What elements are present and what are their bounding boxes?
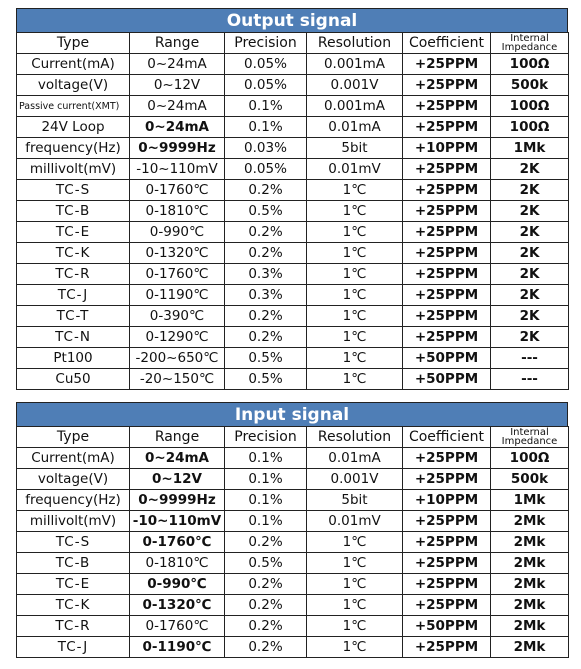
cell-range: 0-1810℃ bbox=[130, 553, 225, 574]
input-signal-table bbox=[16, 426, 569, 658]
cell-type: TC-T bbox=[17, 306, 130, 327]
cell-resolution: 1℃ bbox=[307, 348, 403, 369]
output-signal-title: Output signal bbox=[16, 8, 568, 32]
cell-impedance: 2Mk bbox=[491, 553, 569, 574]
header-coefficient: Coefficient bbox=[403, 427, 491, 448]
cell-precision: 0.2% bbox=[225, 532, 307, 553]
table-row bbox=[17, 469, 569, 490]
cell-impedance: 2K bbox=[491, 306, 569, 327]
cell-resolution: 0.001V bbox=[307, 469, 403, 490]
cell-type: TC-K bbox=[17, 243, 130, 264]
cell-resolution: 0.01mV bbox=[307, 159, 403, 180]
cell-coefficient: +25PPM bbox=[403, 511, 491, 532]
header-row bbox=[17, 427, 569, 448]
table-row bbox=[17, 159, 569, 180]
output-signal-panel bbox=[16, 8, 568, 390]
cell-coefficient: +25PPM bbox=[403, 285, 491, 306]
cell-resolution: 1℃ bbox=[307, 264, 403, 285]
cell-resolution: 1℃ bbox=[307, 616, 403, 637]
cell-impedance: --- bbox=[491, 369, 569, 390]
cell-type: voltage(V) bbox=[17, 75, 130, 96]
header-range: Range bbox=[130, 33, 225, 54]
table-row bbox=[17, 369, 569, 390]
cell-type: TC-S bbox=[17, 180, 130, 201]
cell-precision: 0.2% bbox=[225, 616, 307, 637]
cell-coefficient: +25PPM bbox=[403, 448, 491, 469]
cell-precision: 0.1% bbox=[225, 469, 307, 490]
cell-range: 0~9999Hz bbox=[130, 138, 225, 159]
header-resolution: Resolution bbox=[307, 33, 403, 54]
cell-coefficient: +10PPM bbox=[403, 138, 491, 159]
cell-resolution: 1℃ bbox=[307, 306, 403, 327]
header-row bbox=[17, 33, 569, 54]
table-row bbox=[17, 138, 569, 159]
cell-range: 0-1320℃ bbox=[130, 595, 225, 616]
cell-type: TC-B bbox=[17, 201, 130, 222]
cell-range: 0~12V bbox=[130, 469, 225, 490]
cell-coefficient: +25PPM bbox=[403, 159, 491, 180]
cell-type: TC-B bbox=[17, 553, 130, 574]
table-row bbox=[17, 511, 569, 532]
cell-type: Current(mA) bbox=[17, 448, 130, 469]
cell-precision: 0.3% bbox=[225, 285, 307, 306]
cell-impedance: 1Mk bbox=[491, 490, 569, 511]
cell-impedance: 2K bbox=[491, 264, 569, 285]
cell-resolution: 0.01mV bbox=[307, 511, 403, 532]
cell-coefficient: +25PPM bbox=[403, 574, 491, 595]
cell-type: TC-K bbox=[17, 595, 130, 616]
cell-range: 0-1810℃ bbox=[130, 201, 225, 222]
cell-type: Current(mA) bbox=[17, 54, 130, 75]
cell-coefficient: +25PPM bbox=[403, 327, 491, 348]
cell-precision: 0.2% bbox=[225, 222, 307, 243]
table-row bbox=[17, 285, 569, 306]
cell-resolution: 5bit bbox=[307, 138, 403, 159]
cell-resolution: 1℃ bbox=[307, 327, 403, 348]
table-row bbox=[17, 96, 569, 117]
table-row bbox=[17, 54, 569, 75]
header-type: Type bbox=[17, 33, 130, 54]
cell-impedance: --- bbox=[491, 348, 569, 369]
cell-coefficient: +10PPM bbox=[403, 490, 491, 511]
cell-coefficient: +50PPM bbox=[403, 369, 491, 390]
cell-coefficient: +25PPM bbox=[403, 469, 491, 490]
cell-precision: 0.5% bbox=[225, 348, 307, 369]
cell-type: frequency(Hz) bbox=[17, 138, 130, 159]
cell-precision: 0.2% bbox=[225, 243, 307, 264]
cell-type: Cu50 bbox=[17, 369, 130, 390]
cell-resolution: 1℃ bbox=[307, 285, 403, 306]
cell-type: TC-J bbox=[17, 285, 130, 306]
table-row bbox=[17, 553, 569, 574]
table-row bbox=[17, 348, 569, 369]
cell-precision: 0.5% bbox=[225, 553, 307, 574]
input-signal-title: Input signal bbox=[16, 402, 568, 426]
cell-range: 0-1760℃ bbox=[130, 180, 225, 201]
cell-precision: 0.2% bbox=[225, 595, 307, 616]
cell-type: TC-N bbox=[17, 327, 130, 348]
cell-range: 0-990℃ bbox=[130, 574, 225, 595]
cell-range: 0~24mA bbox=[130, 117, 225, 138]
table-row bbox=[17, 637, 569, 658]
cell-impedance: 500k bbox=[491, 75, 569, 96]
cell-precision: 0.05% bbox=[225, 75, 307, 96]
cell-precision: 0.2% bbox=[225, 574, 307, 595]
cell-type: frequency(Hz) bbox=[17, 490, 130, 511]
cell-type: Pt100 bbox=[17, 348, 130, 369]
cell-type: TC-R bbox=[17, 264, 130, 285]
table-row bbox=[17, 595, 569, 616]
cell-coefficient: +50PPM bbox=[403, 348, 491, 369]
cell-impedance: 100Ω bbox=[491, 448, 569, 469]
cell-type: TC-E bbox=[17, 574, 130, 595]
cell-range: -10~110mV bbox=[130, 159, 225, 180]
table-row bbox=[17, 306, 569, 327]
cell-precision: 0.1% bbox=[225, 490, 307, 511]
cell-precision: 0.05% bbox=[225, 159, 307, 180]
cell-resolution: 1℃ bbox=[307, 180, 403, 201]
cell-impedance: 1Mk bbox=[491, 138, 569, 159]
cell-impedance: 2K bbox=[491, 201, 569, 222]
cell-coefficient: +25PPM bbox=[403, 306, 491, 327]
table-row bbox=[17, 448, 569, 469]
cell-resolution: 1℃ bbox=[307, 243, 403, 264]
cell-coefficient: +25PPM bbox=[403, 75, 491, 96]
table-row bbox=[17, 117, 569, 138]
cell-precision: 0.2% bbox=[225, 327, 307, 348]
cell-resolution: 1℃ bbox=[307, 637, 403, 658]
cell-coefficient: +25PPM bbox=[403, 637, 491, 658]
cell-resolution: 1℃ bbox=[307, 574, 403, 595]
cell-resolution: 0.001V bbox=[307, 75, 403, 96]
header-resolution: Resolution bbox=[307, 427, 403, 448]
cell-impedance: 100Ω bbox=[491, 54, 569, 75]
cell-precision: 0.2% bbox=[225, 306, 307, 327]
cell-range: 0-1190℃ bbox=[130, 637, 225, 658]
cell-range: -20~150℃ bbox=[130, 369, 225, 390]
table-row bbox=[17, 75, 569, 96]
cell-precision: 0.1% bbox=[225, 96, 307, 117]
cell-range: 0-1190℃ bbox=[130, 285, 225, 306]
output-signal-table bbox=[16, 32, 569, 390]
cell-coefficient: +25PPM bbox=[403, 532, 491, 553]
cell-impedance: 2K bbox=[491, 327, 569, 348]
cell-type: voltage(V) bbox=[17, 469, 130, 490]
cell-type: TC-R bbox=[17, 616, 130, 637]
cell-range: 0~24mA bbox=[130, 448, 225, 469]
cell-range: 0-1760℃ bbox=[130, 616, 225, 637]
table-row bbox=[17, 490, 569, 511]
cell-type: millivolt(mV) bbox=[17, 511, 130, 532]
cell-range: -10~110mV bbox=[130, 511, 225, 532]
header-precision: Precision bbox=[225, 33, 307, 54]
cell-coefficient: +25PPM bbox=[403, 264, 491, 285]
cell-precision: 0.1% bbox=[225, 448, 307, 469]
cell-precision: 0.05% bbox=[225, 54, 307, 75]
cell-type: TC-S bbox=[17, 532, 130, 553]
header-coefficient: Coefficient bbox=[403, 33, 491, 54]
cell-type: millivolt(mV) bbox=[17, 159, 130, 180]
cell-range: 0~24mA bbox=[130, 54, 225, 75]
cell-impedance: 2K bbox=[491, 159, 569, 180]
cell-resolution: 1℃ bbox=[307, 532, 403, 553]
cell-range: 0-1320℃ bbox=[130, 243, 225, 264]
cell-resolution: 0.001mA bbox=[307, 96, 403, 117]
cell-range: 0-990℃ bbox=[130, 222, 225, 243]
cell-impedance: 100Ω bbox=[491, 117, 569, 138]
cell-impedance: 2Mk bbox=[491, 532, 569, 553]
cell-resolution: 1℃ bbox=[307, 222, 403, 243]
cell-impedance: 2Mk bbox=[491, 574, 569, 595]
cell-impedance: 2K bbox=[491, 243, 569, 264]
cell-range: 0-1760℃ bbox=[130, 532, 225, 553]
cell-type: TC-J bbox=[17, 637, 130, 658]
table-row bbox=[17, 574, 569, 595]
cell-impedance: 2Mk bbox=[491, 595, 569, 616]
cell-range: 0~12V bbox=[130, 75, 225, 96]
cell-impedance: 2K bbox=[491, 285, 569, 306]
cell-range: 0-390℃ bbox=[130, 306, 225, 327]
table-row bbox=[17, 180, 569, 201]
cell-coefficient: +25PPM bbox=[403, 595, 491, 616]
cell-precision: 0.5% bbox=[225, 201, 307, 222]
input-signal-panel bbox=[16, 402, 568, 658]
cell-precision: 0.2% bbox=[225, 180, 307, 201]
table-row bbox=[17, 327, 569, 348]
cell-range: 0-1290℃ bbox=[130, 327, 225, 348]
header-type: Type bbox=[17, 427, 130, 448]
cell-coefficient: +25PPM bbox=[403, 117, 491, 138]
cell-type: TC-E bbox=[17, 222, 130, 243]
cell-resolution: 1℃ bbox=[307, 201, 403, 222]
cell-precision: 0.3% bbox=[225, 264, 307, 285]
cell-coefficient: +25PPM bbox=[403, 180, 491, 201]
cell-range: 0~24mA bbox=[130, 96, 225, 117]
cell-range: 0-1760℃ bbox=[130, 264, 225, 285]
cell-coefficient: +50PPM bbox=[403, 616, 491, 637]
cell-type: Passive current(XMT) bbox=[17, 96, 130, 117]
table-row bbox=[17, 243, 569, 264]
cell-precision: 0.1% bbox=[225, 511, 307, 532]
header-precision: Precision bbox=[225, 427, 307, 448]
cell-resolution: 0.01mA bbox=[307, 448, 403, 469]
cell-range: -200~650℃ bbox=[130, 348, 225, 369]
cell-resolution: 1℃ bbox=[307, 595, 403, 616]
table-row bbox=[17, 616, 569, 637]
cell-impedance: 100Ω bbox=[491, 96, 569, 117]
table-row bbox=[17, 532, 569, 553]
cell-coefficient: +25PPM bbox=[403, 54, 491, 75]
header-range: Range bbox=[130, 427, 225, 448]
cell-precision: 0.5% bbox=[225, 369, 307, 390]
cell-resolution: 0.001mA bbox=[307, 54, 403, 75]
cell-impedance: 2Mk bbox=[491, 616, 569, 637]
cell-resolution: 1℃ bbox=[307, 553, 403, 574]
table-row bbox=[17, 264, 569, 285]
cell-coefficient: +25PPM bbox=[403, 243, 491, 264]
cell-coefficient: +25PPM bbox=[403, 553, 491, 574]
cell-coefficient: +25PPM bbox=[403, 96, 491, 117]
cell-impedance: 2K bbox=[491, 180, 569, 201]
header-impedance: Internal Impedance bbox=[491, 33, 569, 54]
cell-type: 24V Loop bbox=[17, 117, 130, 138]
cell-coefficient: +25PPM bbox=[403, 201, 491, 222]
cell-precision: 0.03% bbox=[225, 138, 307, 159]
table-row bbox=[17, 222, 569, 243]
cell-coefficient: +25PPM bbox=[403, 222, 491, 243]
cell-resolution: 0.01mA bbox=[307, 117, 403, 138]
cell-resolution: 1℃ bbox=[307, 369, 403, 390]
cell-precision: 0.1% bbox=[225, 117, 307, 138]
cell-precision: 0.2% bbox=[225, 637, 307, 658]
cell-impedance: 500k bbox=[491, 469, 569, 490]
cell-resolution: 5bit bbox=[307, 490, 403, 511]
cell-impedance: 2K bbox=[491, 222, 569, 243]
cell-impedance: 2Mk bbox=[491, 637, 569, 658]
header-impedance: Internal Impedance bbox=[491, 427, 569, 448]
cell-impedance: 2Mk bbox=[491, 511, 569, 532]
table-row bbox=[17, 201, 569, 222]
cell-range: 0~9999Hz bbox=[130, 490, 225, 511]
